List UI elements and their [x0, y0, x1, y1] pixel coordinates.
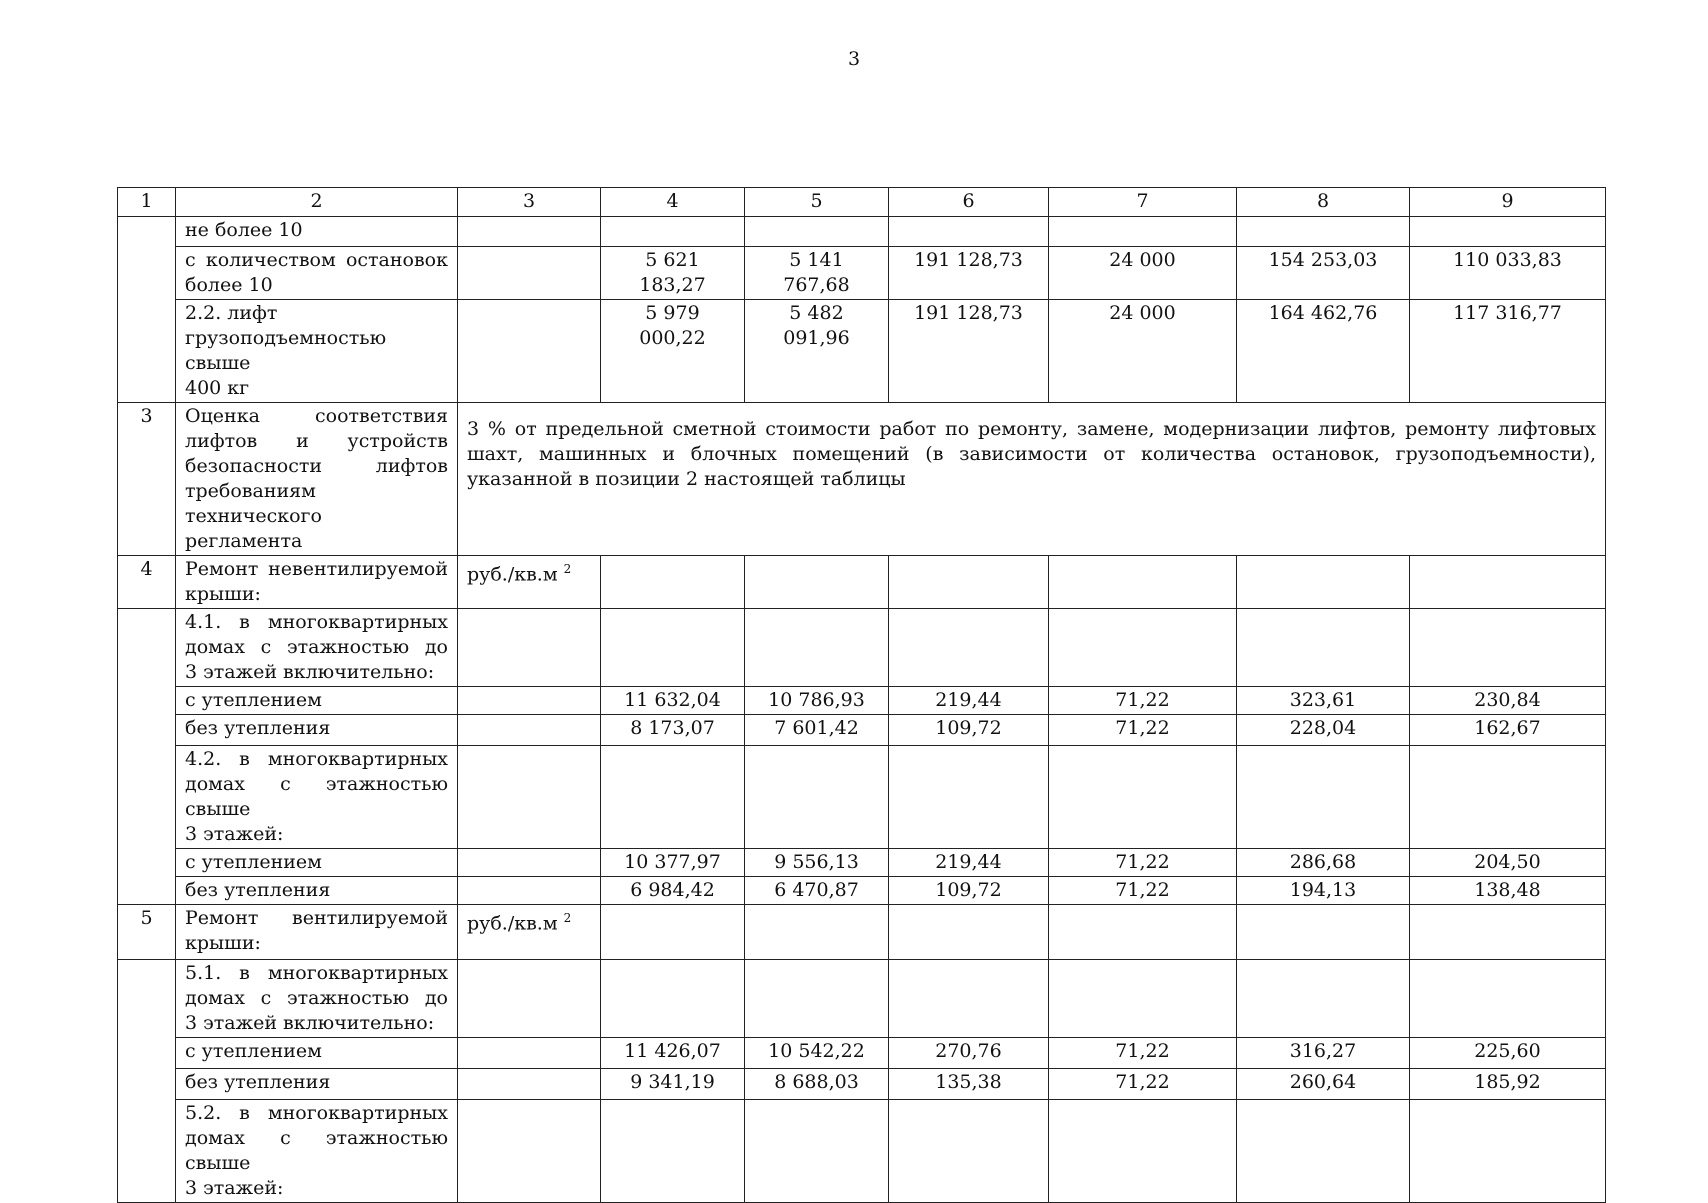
header-cell: 4 [601, 188, 745, 217]
row-label: 5.1. в многоквартирных домах с этажностью до 3 этажей включительно: [176, 960, 458, 1038]
empty-cell [1049, 556, 1237, 609]
value-cell: 9 556,13 [745, 849, 889, 877]
value-cell: 154 253,03 [1237, 247, 1410, 300]
empty-cell [601, 905, 745, 960]
table-row [118, 300, 1606, 403]
value-cell: 7 601,42 [745, 715, 889, 746]
page-number: 3 [847, 48, 861, 70]
empty-cell [1237, 1100, 1410, 1203]
value-cell: 5 482 091,96 [745, 300, 889, 403]
value-cell: 10 786,93 [745, 687, 889, 715]
value-cell: 138,48 [1410, 877, 1606, 905]
table-row [118, 247, 1606, 300]
value-cell: 110 033,83 [1410, 247, 1606, 300]
empty-cell [889, 217, 1049, 247]
row-label: 4.2. в многоквартирных домах с этажностью свыше 3 этажей: [176, 746, 458, 849]
header-cell: 5 [745, 188, 889, 217]
empty-cell [458, 715, 601, 746]
header-cell: 1 [118, 188, 176, 217]
empty-cell [745, 1100, 889, 1203]
empty-cell [1410, 556, 1606, 609]
value-cell: 24 000 [1049, 300, 1237, 403]
empty-cell [458, 300, 601, 403]
value-cell: 5 621 183,27 [601, 247, 745, 300]
header-cell: 8 [1237, 188, 1410, 217]
empty-cell [1237, 609, 1410, 687]
value-cell: 135,38 [889, 1069, 1049, 1100]
assessment-note: 3 % от предельной сметной стоимости работ по ремонту, замене, модернизации лифтов, ремонту лифтовых шахт, машинных и блочных помещений (в зависимости от количества остановок, грузоподъемности), указанной в позиции 2 настоящей таблицы [458, 403, 1606, 556]
table-row [118, 687, 1606, 715]
empty-cell [1410, 1100, 1606, 1203]
empty-cell [458, 1100, 601, 1203]
empty-cell [889, 556, 1049, 609]
row-label: Ремонт вентилируемой крыши: [176, 905, 458, 960]
value-cell: 9 341,19 [601, 1069, 745, 1100]
empty-cell [458, 1069, 601, 1100]
row-label: без утепления [176, 877, 458, 905]
row-label: с количеством остановок более 10 [176, 247, 458, 300]
row-number-empty [118, 217, 176, 403]
empty-cell [1237, 905, 1410, 960]
row-number-empty [118, 960, 176, 1203]
value-cell: 219,44 [889, 687, 1049, 715]
empty-cell [889, 746, 1049, 849]
table-row [118, 905, 1606, 960]
value-cell: 6 470,87 [745, 877, 889, 905]
row-number: 5 [118, 905, 176, 960]
value-cell: 71,22 [1049, 715, 1237, 746]
empty-cell [745, 960, 889, 1038]
empty-cell [458, 849, 601, 877]
table-row [118, 1038, 1606, 1069]
table-row [118, 1100, 1606, 1203]
value-cell: 164 462,76 [1237, 300, 1410, 403]
row-label: 2.2. лифт грузоподъемностью свыше 400 кг [176, 300, 458, 403]
empty-cell [889, 609, 1049, 687]
row-label: Ремонт невентилируемой крыши: [176, 556, 458, 609]
row-label: без утепления [176, 1069, 458, 1100]
row-number-empty [118, 609, 176, 905]
value-cell: 286,68 [1237, 849, 1410, 877]
value-cell: 71,22 [1049, 1069, 1237, 1100]
value-cell: 71,22 [1049, 1038, 1237, 1069]
empty-cell [889, 905, 1049, 960]
value-cell: 71,22 [1049, 877, 1237, 905]
value-cell: 219,44 [889, 849, 1049, 877]
row-label: Оценка соответствия лифтов и устройств безопасности лифтов требованиям технического регламента [176, 403, 458, 556]
empty-cell [458, 746, 601, 849]
row-label: 4.1. в многоквартирных домах с этажностью до 3 этажей включительно: [176, 609, 458, 687]
row-label: с утеплением [176, 687, 458, 715]
empty-cell [745, 746, 889, 849]
value-cell: 11 426,07 [601, 1038, 745, 1069]
empty-cell [1237, 217, 1410, 247]
table-row [118, 609, 1606, 687]
empty-cell [745, 905, 889, 960]
row-label: 5.2. в многоквартирных домах с этажностью свыше 3 этажей: [176, 1100, 458, 1203]
value-cell: 109,72 [889, 715, 1049, 746]
value-cell: 230,84 [1410, 687, 1606, 715]
value-cell: 10 542,22 [745, 1038, 889, 1069]
row-label: не более 10 [176, 217, 458, 247]
cost-table [117, 187, 1606, 1203]
header-cell: 3 [458, 188, 601, 217]
empty-cell [1410, 217, 1606, 247]
value-cell: 270,76 [889, 1038, 1049, 1069]
value-cell: 194,13 [1237, 877, 1410, 905]
empty-cell [1237, 960, 1410, 1038]
row-label: с утеплением [176, 849, 458, 877]
value-cell: 185,92 [1410, 1069, 1606, 1100]
table-row [118, 217, 1606, 247]
empty-cell [458, 1038, 601, 1069]
empty-cell [458, 217, 601, 247]
empty-cell [601, 609, 745, 687]
row-label: без утепления [176, 715, 458, 746]
table-row [118, 746, 1606, 849]
empty-cell [601, 746, 745, 849]
table-row [118, 1069, 1606, 1100]
value-cell: 204,50 [1410, 849, 1606, 877]
table-row [118, 877, 1606, 905]
header-cell: 6 [889, 188, 1049, 217]
empty-cell [458, 247, 601, 300]
value-cell: 24 000 [1049, 247, 1237, 300]
table-row [118, 960, 1606, 1038]
table-row [118, 715, 1606, 746]
value-cell: 5 141 767,68 [745, 247, 889, 300]
row-label: с утеплением [176, 1038, 458, 1069]
empty-cell [889, 1100, 1049, 1203]
table-row [118, 849, 1606, 877]
value-cell: 228,04 [1237, 715, 1410, 746]
empty-cell [745, 217, 889, 247]
value-cell: 109,72 [889, 877, 1049, 905]
header-row [118, 188, 1606, 217]
value-cell: 260,64 [1237, 1069, 1410, 1100]
row-number: 3 [118, 403, 176, 556]
empty-cell [601, 556, 745, 609]
empty-cell [458, 687, 601, 715]
empty-cell [1410, 960, 1606, 1038]
header-cell: 7 [1049, 188, 1237, 217]
empty-cell [1410, 905, 1606, 960]
empty-cell [745, 609, 889, 687]
value-cell: 117 316,77 [1410, 300, 1606, 403]
empty-cell [1049, 609, 1237, 687]
empty-cell [1410, 746, 1606, 849]
value-cell: 71,22 [1049, 849, 1237, 877]
empty-cell [1237, 746, 1410, 849]
value-cell: 8 688,03 [745, 1069, 889, 1100]
value-cell: 191 128,73 [889, 247, 1049, 300]
value-cell: 11 632,04 [601, 687, 745, 715]
empty-cell [1049, 1100, 1237, 1203]
value-cell: 71,22 [1049, 687, 1237, 715]
empty-cell [458, 609, 601, 687]
value-cell: 323,61 [1237, 687, 1410, 715]
unit-cell: руб./кв.м $^2$ [458, 905, 601, 960]
header-cell: 9 [1410, 188, 1606, 217]
header-cell: 2 [176, 188, 458, 217]
value-cell: 225,60 [1410, 1038, 1606, 1069]
empty-cell [458, 877, 601, 905]
value-cell: 8 173,07 [601, 715, 745, 746]
empty-cell [1049, 217, 1237, 247]
empty-cell [601, 960, 745, 1038]
empty-cell [1049, 905, 1237, 960]
empty-cell [601, 217, 745, 247]
empty-cell [889, 960, 1049, 1038]
value-cell: 5 979 000,22 [601, 300, 745, 403]
value-cell: 162,67 [1410, 715, 1606, 746]
empty-cell [601, 1100, 745, 1203]
empty-cell [1049, 960, 1237, 1038]
empty-cell [1410, 609, 1606, 687]
empty-cell [745, 556, 889, 609]
empty-cell [458, 960, 601, 1038]
value-cell: 191 128,73 [889, 300, 1049, 403]
table-row [118, 403, 1606, 556]
empty-cell [1237, 556, 1410, 609]
unit-cell: руб./кв.м $^2$ [458, 556, 601, 609]
value-cell: 10 377,97 [601, 849, 745, 877]
empty-cell [1049, 746, 1237, 849]
value-cell: 6 984,42 [601, 877, 745, 905]
value-cell: 316,27 [1237, 1038, 1410, 1069]
table-row [118, 556, 1606, 609]
row-number: 4 [118, 556, 176, 609]
